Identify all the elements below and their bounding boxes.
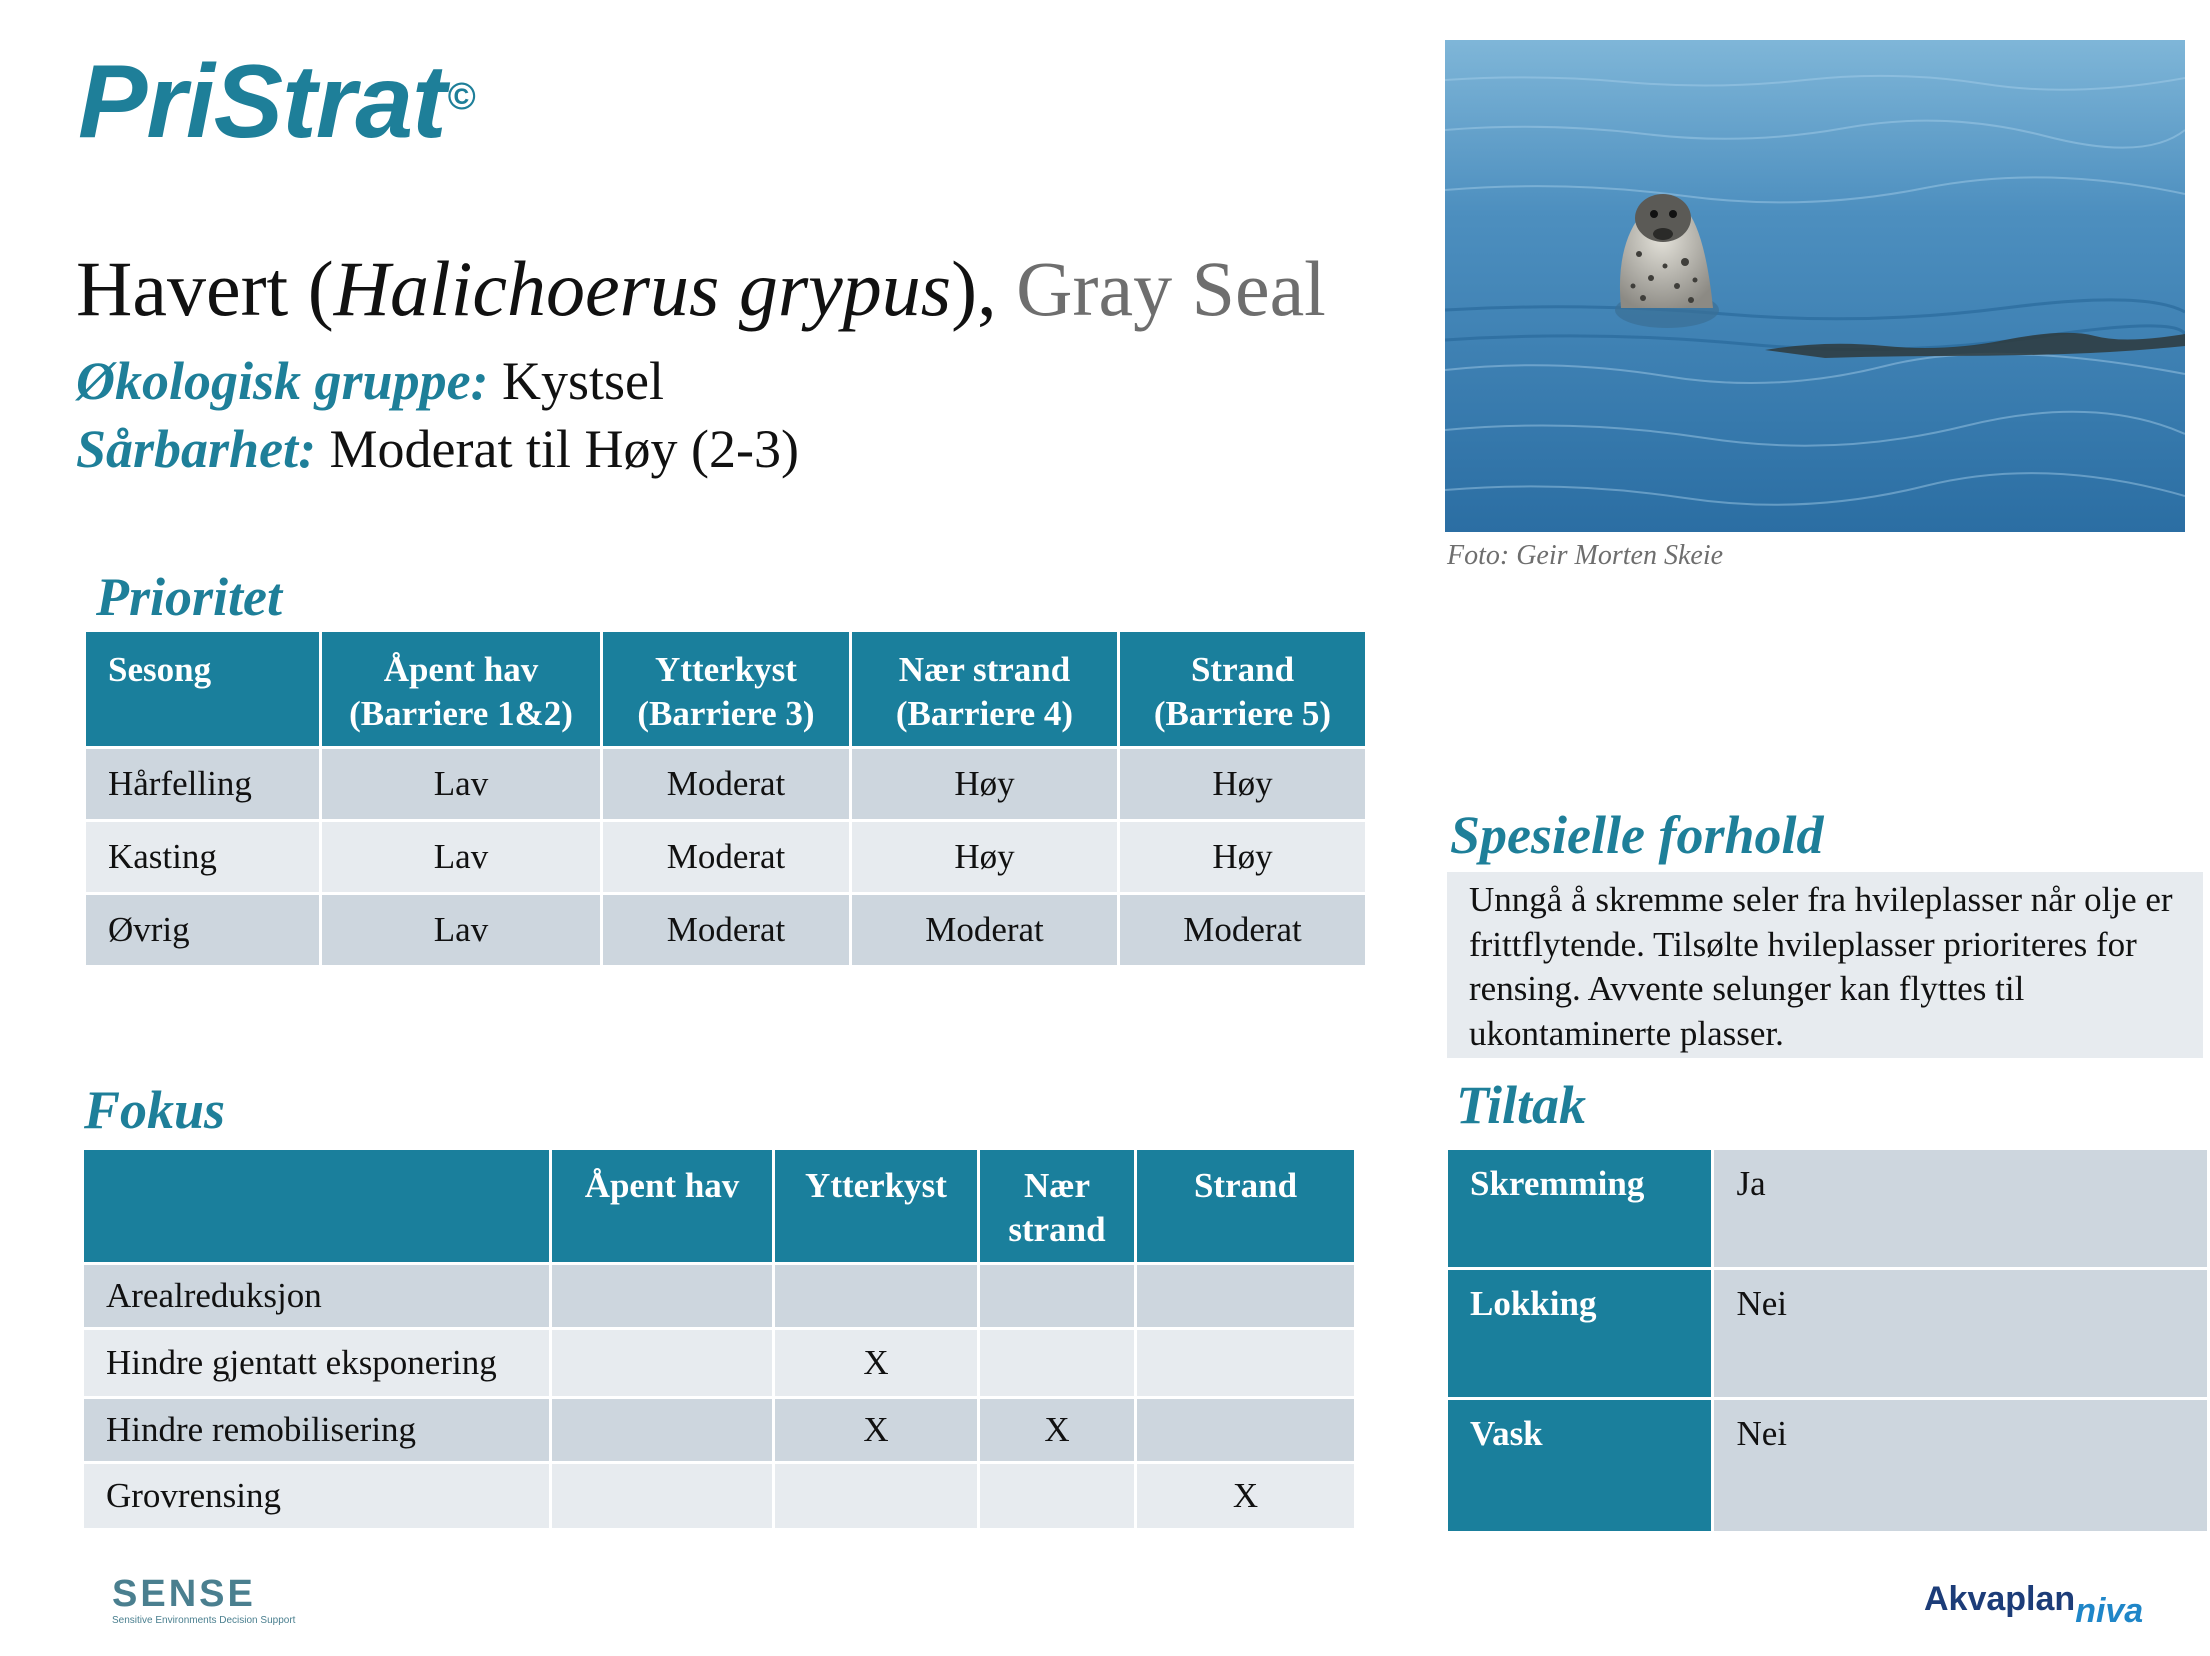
vulnerability-value: Moderat til Høy (2-3): [329, 419, 799, 479]
focus-cell: Arealreduksjon: [84, 1265, 549, 1327]
special-title: Spesielle forhold: [1450, 805, 1824, 865]
priority-row: [86, 822, 1365, 892]
priority-cell: Moderat: [603, 822, 849, 892]
measures-title: Tiltak: [1456, 1075, 1586, 1135]
measure-value: Nei: [1714, 1400, 2207, 1531]
priority-cell: Høy: [852, 749, 1117, 819]
focus-cell: [552, 1399, 772, 1461]
vulnerability-label: Sårbarhet:: [76, 419, 317, 479]
focus-cell: Grovrensing: [84, 1464, 549, 1528]
focus-row: [84, 1464, 1354, 1528]
focus-cell: X: [1137, 1464, 1354, 1528]
focus-cell: X: [775, 1330, 977, 1396]
focus-header-shore: Strand: [1137, 1150, 1354, 1262]
measures-row: [1448, 1150, 2207, 1267]
special-conditions-text: Unngå å skremme seler fra hvileplasser når olje er frittflytende. Tilsølte hvileplasser prioriteres for rensing. Avvente selunger kan flyttes til ukontaminerte plasser.: [1447, 872, 2203, 1058]
pristrat-logo: [78, 44, 475, 160]
focus-cell: [1137, 1330, 1354, 1396]
sense-logo: [112, 1575, 295, 1626]
species-english: Gray Seal: [1016, 245, 1326, 332]
gray-seal-photo: [1445, 40, 2185, 532]
focus-cell: [775, 1464, 977, 1528]
focus-header-near-shore: Nær strand: [980, 1150, 1134, 1262]
sense-logo-word: SENSE: [112, 1573, 256, 1615]
akvaplan-logo-word: Akvaplan: [1924, 1580, 2076, 1618]
focus-cell: [552, 1265, 772, 1327]
measure-value: Ja: [1714, 1150, 2207, 1267]
focus-cell: X: [775, 1399, 977, 1461]
vulnerability: [76, 419, 799, 479]
focus-cell: [980, 1464, 1134, 1528]
measure-label: Lokking: [1448, 1270, 1711, 1397]
focus-header-open-sea: Åpent hav: [552, 1150, 772, 1262]
focus-cell: [1137, 1265, 1354, 1327]
niva-logo-word: niva: [2075, 1592, 2144, 1630]
priority-cell: Hårfelling: [86, 749, 319, 819]
focus-cell: [980, 1330, 1134, 1396]
priority-row: [86, 749, 1365, 819]
priority-cell: Høy: [1120, 749, 1365, 819]
ecological-group: [76, 351, 665, 411]
priority-header-shore: Strand (Barriere 5): [1120, 632, 1365, 746]
measure-label: Vask: [1448, 1400, 1711, 1531]
focus-cell: [980, 1265, 1134, 1327]
focus-row: [84, 1265, 1354, 1327]
focus-cell: X: [980, 1399, 1134, 1461]
focus-title: Fokus: [84, 1080, 226, 1140]
measures-row: [1448, 1400, 2207, 1531]
ecological-group-value: Kystsel: [502, 351, 665, 411]
measures-row: [1448, 1270, 2207, 1397]
measures-table: [1445, 1147, 2210, 1534]
focus-cell: Hindre remobilisering: [84, 1399, 549, 1461]
focus-header-row: [84, 1150, 1354, 1262]
priority-table: [83, 629, 1368, 968]
ecological-group-label: Økologisk gruppe:: [76, 351, 489, 411]
focus-cell: Hindre gjentatt eksponering: [84, 1330, 549, 1396]
focus-cell: [552, 1464, 772, 1528]
priority-row: [86, 895, 1365, 965]
priority-cell: Høy: [1120, 822, 1365, 892]
priority-cell: Høy: [852, 822, 1117, 892]
focus-header-outer-coast: Ytterkyst: [775, 1150, 977, 1262]
sense-logo-tagline: Sensitive Environments Decision Support: [112, 1615, 296, 1626]
logo-text: PriStrat: [78, 44, 446, 160]
focus-cell: [552, 1330, 772, 1396]
priority-header-season: Sesong: [86, 632, 319, 746]
priority-header-row: [86, 632, 1365, 746]
species-title: Havert (Halichoerus grypus), Gray Seal: [76, 245, 1326, 332]
focus-row: [84, 1330, 1354, 1396]
priority-cell: Moderat: [603, 749, 849, 819]
priority-title: Prioritet: [96, 567, 282, 627]
focus-row: [84, 1399, 1354, 1461]
priority-cell: Lav: [322, 749, 600, 819]
akvaplan-niva-logo: [1924, 1580, 2144, 1630]
photo-caption: Foto: Geir Morten Skeie: [1447, 540, 1724, 571]
measure-value: Nei: [1714, 1270, 2207, 1397]
priority-cell: Moderat: [603, 895, 849, 965]
priority-header-open-sea: Åpent hav (Barriere 1&2): [322, 632, 600, 746]
focus-cell: [1137, 1399, 1354, 1461]
focus-cell: [775, 1265, 977, 1327]
species-latin: Halichoerus grypus: [333, 245, 952, 332]
priority-cell: Moderat: [1120, 895, 1365, 965]
priority-cell: Lav: [322, 822, 600, 892]
priority-cell: Kasting: [86, 822, 319, 892]
species-norwegian: Havert: [76, 245, 289, 332]
priority-cell: Moderat: [852, 895, 1117, 965]
focus-header-empty: [84, 1150, 549, 1262]
priority-cell: Øvrig: [86, 895, 319, 965]
priority-cell: Lav: [322, 895, 600, 965]
priority-header-outer-coast: Ytterkyst (Barriere 3): [603, 632, 849, 746]
copyright-mark: ©: [447, 76, 475, 118]
priority-header-near-shore: Nær strand (Barriere 4): [852, 632, 1117, 746]
measure-label: Skremming: [1448, 1150, 1711, 1267]
focus-table: [81, 1147, 1357, 1531]
